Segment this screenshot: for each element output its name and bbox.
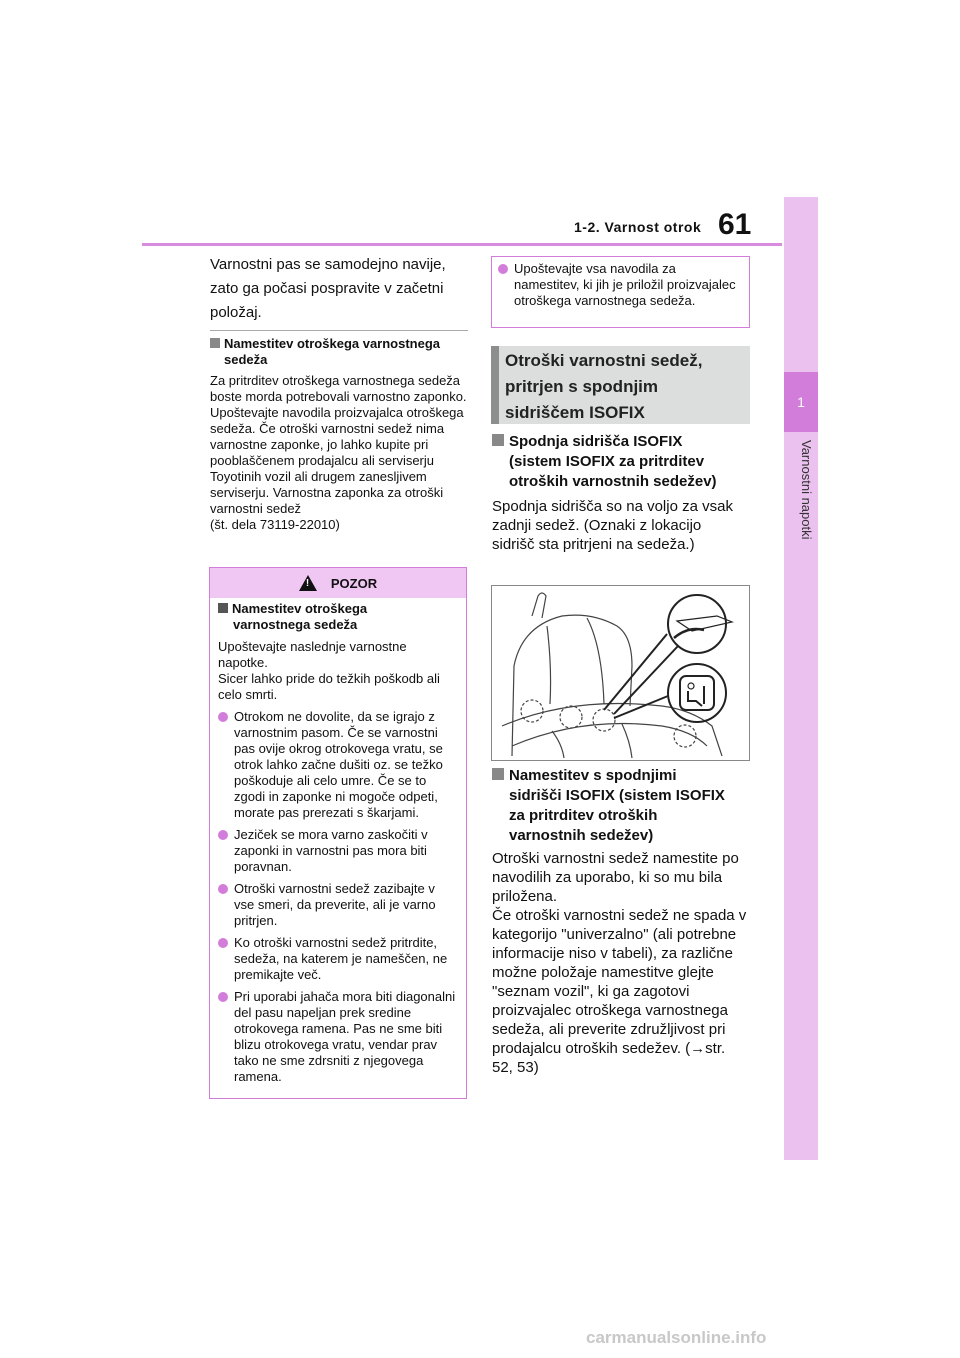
caution-bullet: Otroški varnostni sedež zazibajte v vse smeri, da preverite, ali je varno pritrjen. [218,881,458,929]
isofix-paragraph: Spodnja sidrišča so na voljo za vsak zadnji sedež. (Oznaki z lokacijo sidrišč sta pritrjeni na sedeža.) [492,498,733,553]
subheading-isofix-anchors: Spodnja sidrišča ISOFIX (sistem ISOFIX za pritrditev otroških varnostnih sedežev) [492,432,750,492]
chapter-tab [784,197,818,1160]
caution-bullet: Jeziček se mora varno zaskočiti v zaponki in varnostni pas mora biti poravnan. [218,827,458,875]
bullet-dot-icon [498,264,508,274]
bullet-dot-icon [218,830,228,840]
intro-paragraph: Varnostni pas se samodejno navije, zato ga počasi pospravite v začetni položaj. [210,256,446,321]
installation-paragraph: Otroški varnostni sedež namestite po navodilih za uporabo, ki so mu bila priložena. Če otroški varnostni sedež ne spada v kategorijo "univerzalno" (ali potrebne informacije niso v tabeli), za različne možne položaje namestitve glejte "seznam vozil", ki ga zagotovi proizvajalec otroškega varnostnega sedeža, ali preverite združljivost pri prodajalcu otroških sedežev. (→str. 52, 53) [492,850,747,1076]
instruction-bullet: Upoštevajte vsa navodila za namestitev, ki jih je priložil proizvajalec otroškega varnostnega sedeža. [498,261,743,309]
subheading-isofix-installation: Namestitev s spodnjimi sidrišči ISOFIX (sistem ISOFIX za pritrditev otroških varnostnih sedežev) [492,766,750,846]
chapter-title: Varnostni napotki [799,440,814,540]
caution-intro: Upoštevajte naslednje varnostne napotke. Sicer lahko pride do težkih poškodb ali celo smrti. [218,639,440,702]
rear-seat-drawing [492,586,749,760]
bullet-dot-icon [218,992,228,1002]
header-rule [142,243,782,246]
square-bullet-icon [210,338,220,348]
subheading-child-seat-belt: Namestitev otroškega varnostnega sedeža [210,336,468,368]
caution-bullet: Otrokom ne dovolite, da se igrajo z varnostnim pasom. Če se varnostni pas ovije okrog otrokovega vratu, se otrok lahko začne dušiti oz. se težko poškoduje ali celo umre. Če se to zgodi in zaponke ni mogoče odpeti, morate pas prerezati s škarjami. [218,709,458,821]
bullet-dot-icon [218,884,228,894]
bullet-dot-icon [218,938,228,948]
bullet-dot-icon [218,712,228,722]
child-seat-body: Za pritrditev otroškega varnostnega sedeža boste morda potrebovali varnostno zaponko. Upoštevajte navodila proizvajalca otroškega sedeža. Če otroški varnostni sedež nima varnostne zaponke, jo lahko kupite pri pooblaščenem prodajalcu ali serviserju Toyotinih vozil ali drugem zanesljivem serviserju. Varnostna zaponka za otroški varnostni sedež (št. dela 73119-22010) [210,373,467,532]
section-heading: Otroški varnostni sedež, pritrjen s spodnjim sidriščem ISOFIX [505,351,703,422]
watermark: carmanualsonline.info [586,1328,767,1347]
chapter-number: 1 [784,372,818,432]
page-number: 61 [718,208,752,241]
isofix-illustration [491,585,750,761]
section-title: 1-2. Varnost otrok [574,219,702,235]
caution-subheading: Namestitev otroškega varnostnega sedeža [218,601,458,633]
section-heading-bar [491,346,499,424]
square-bullet-icon [218,603,228,613]
caution-bullet: Ko otroški varnostni sedež pritrdite, sedeža, na katerem je nameščen, ne premikajte več. [218,935,458,983]
caution-bullet: Pri uporabi jahača mora biti diagonalni del pasu napeljan prek sredine otrokovega ramena. Pas ne sme biti blizu otrokovega vratu, vendar prav tako ne sme zdrsniti z njegovega ramena. [218,989,458,1085]
warning-triangle-icon: ! [299,575,317,591]
part-number: (št. dela 73119-22010) [210,517,340,532]
caution-header [210,568,466,598]
square-bullet-icon [492,768,504,780]
caution-title: POZOR [330,575,378,591]
caution-box [209,567,467,1099]
divider [210,330,468,331]
instruction-box [491,256,750,328]
square-bullet-icon [492,434,504,446]
